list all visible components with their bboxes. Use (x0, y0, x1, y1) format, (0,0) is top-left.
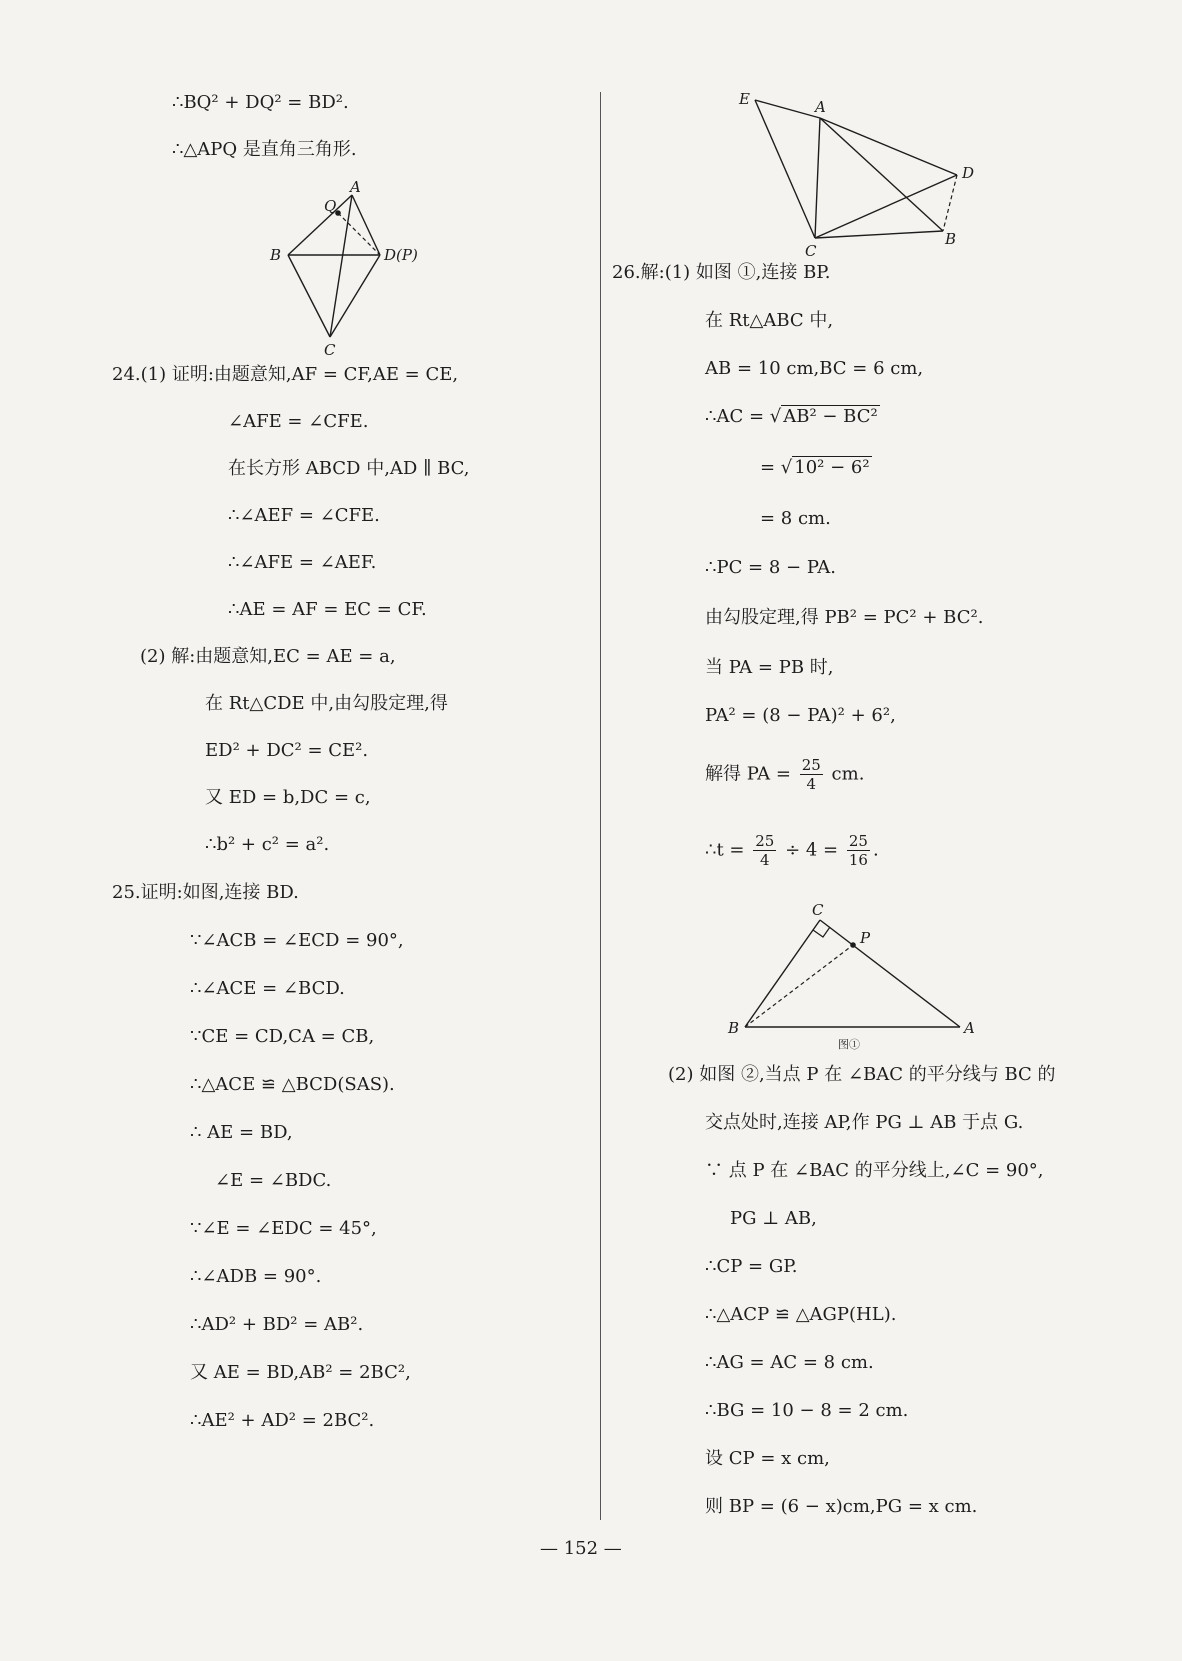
left-line-15: ∵∠ACB = ∠ECD = 90°, (190, 930, 404, 951)
right-line-12: ∴t = $\frac{25}{4}$ ÷ 4 = $\frac{25}{16}$ . (705, 832, 879, 869)
column-divider (600, 92, 601, 1520)
left-line-7: ∴∠AFE = ∠AEF. (228, 552, 377, 573)
left-line-20: ∠E = ∠BDC. (215, 1170, 332, 1191)
left-line-25: ∴AE² + AD² = 2BC². (190, 1410, 375, 1431)
right-line-5: = √ 10² − 6² (760, 457, 870, 478)
left-line-12: 又 ED = b,DC = c, (205, 787, 371, 808)
left-line-24: 又 AE = BD,AB² = 2BC², (190, 1362, 411, 1383)
right-line-15: ∵ 点 P 在 ∠BAC 的平分线上,∠C = 90°, (705, 1160, 1044, 1181)
right-line-9: 当 PA = PB 时, (705, 657, 834, 678)
page-number: — 152 — (540, 1538, 622, 1559)
left-line-16: ∴∠ACE = ∠BCD. (190, 978, 345, 999)
right-line-19: ∴AG = AC = 8 cm. (705, 1352, 874, 1373)
left-line-14: 25.证明:如图,连接 BD. (112, 882, 299, 903)
right-line-7: ∴PC = 8 − PA. (705, 557, 837, 578)
fig3-label-c: C (812, 901, 824, 919)
right-line-3: AB = 10 cm,BC = 6 cm, (705, 358, 924, 379)
right-line-4: ∴AC = √ AB² − BC² (705, 406, 878, 427)
left-line-21: ∵∠E = ∠EDC = 45°, (190, 1218, 377, 1239)
right-line-18: ∴△ACP ≌ △AGP(HL). (705, 1304, 897, 1325)
fig1-label-c: C (324, 341, 336, 359)
left-line-11: ED² + DC² = CE². (205, 740, 369, 761)
left-line-22: ∴∠ADB = 90°. (190, 1266, 322, 1287)
left-line-1: ∴BQ² + DQ² = BD². (172, 92, 349, 113)
right-line-22: 则 BP = (6 − x)cm,PG = x cm. (705, 1496, 978, 1517)
right-line-1: 26.解:(1) 如图 ①,连接 BP. (612, 262, 831, 283)
figure-triangles-ecd-acb (735, 88, 995, 263)
figure-quadrilateral-bdac (270, 178, 430, 359)
fig2-label-d: D (962, 164, 975, 182)
right-line-6: = 8 cm. (760, 508, 831, 529)
fig1-label-a: A (350, 178, 361, 196)
left-line-17: ∵CE = CD,CA = CB, (190, 1026, 375, 1047)
right-line-17: ∴CP = GP. (705, 1256, 798, 1277)
right-line-10: PA² = (8 − PA)² + 6², (705, 705, 896, 726)
fig3-label-p: P (860, 929, 871, 947)
left-line-9: (2) 解:由题意知,EC = AE = a, (140, 646, 396, 667)
right-line-8: 由勾股定理,得 PB² = PC² + BC². (705, 607, 984, 628)
fig2-label-c: C (805, 242, 817, 260)
fig3-label-b: B (728, 1019, 740, 1037)
left-line-8: ∴AE = AF = EC = CF. (228, 599, 427, 620)
left-line-6: ∴∠AEF = ∠CFE. (228, 505, 380, 526)
right-line-11: 解得 PA = $\frac{25}{4}$ cm. (705, 756, 865, 793)
left-line-2: ∴△APQ 是直角三角形. (172, 139, 357, 160)
fig3-label-a: A (964, 1019, 975, 1037)
fig1-label-q: Q (324, 197, 337, 215)
fig1-label-b: B (270, 246, 282, 264)
right-line-13: (2) 如图 ②,当点 P 在 ∠BAC 的平分线与 BC 的 (668, 1064, 1056, 1085)
left-line-10: 在 Rt△CDE 中,由勾股定理,得 (205, 693, 448, 714)
right-line-21: 设 CP = x cm, (705, 1448, 830, 1469)
right-line-20: ∴BG = 10 − 8 = 2 cm. (705, 1400, 909, 1421)
fig2-label-e: E (739, 90, 750, 108)
fig2-label-a: A (815, 98, 826, 116)
fig1-label-d: D(P) (384, 246, 418, 264)
fig3-caption: 图① (838, 1038, 860, 1051)
left-line-5: 在长方形 ABCD 中,AD ∥ BC, (228, 458, 470, 479)
left-line-23: ∴AD² + BD² = AB². (190, 1314, 364, 1335)
right-line-14: 交点处时,连接 AP,作 PG ⊥ AB 于点 G. (705, 1112, 1024, 1133)
right-line-2: 在 Rt△ABC 中, (705, 310, 834, 331)
fig2-label-b: B (945, 230, 957, 248)
left-line-19: ∴ AE = BD, (190, 1122, 293, 1143)
right-line-16: PG ⊥ AB, (730, 1208, 817, 1229)
figure-right-triangle-abc (720, 900, 990, 1050)
left-line-4: ∠AFE = ∠CFE. (228, 411, 369, 432)
left-line-18: ∴△ACE ≌ △BCD(SAS). (190, 1074, 395, 1095)
left-line-3: 24.(1) 证明:由题意知,AF = CF,AE = CE, (112, 364, 459, 385)
left-line-13: ∴b² + c² = a². (205, 834, 330, 855)
